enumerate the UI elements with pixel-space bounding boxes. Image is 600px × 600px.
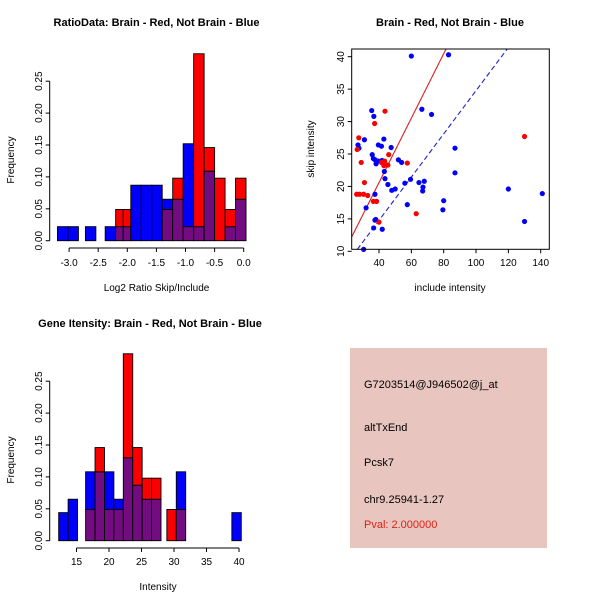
- x-tick-label: 120: [500, 258, 517, 269]
- scatter-point-red: [362, 180, 367, 185]
- hist-bar: [194, 54, 204, 227]
- x-tick-label: -2.5: [89, 258, 107, 269]
- scatter-point-red: [414, 211, 419, 216]
- y-tick-label: 0.10: [34, 467, 45, 487]
- scatter-point-red: [365, 193, 370, 198]
- hist-bar: [123, 209, 131, 226]
- y-tick-label: 0.05: [34, 199, 45, 219]
- x-tick-label: -0.5: [205, 258, 224, 269]
- hist-bar: [173, 199, 183, 240]
- hist-bar: [116, 209, 124, 226]
- x-tick-label: 140: [532, 258, 550, 269]
- y-tick-label: 20: [336, 180, 347, 193]
- locus-text: chr9.25941-1.27: [364, 494, 445, 506]
- scatter-point-blue: [373, 161, 378, 166]
- hist-bar: [116, 227, 124, 241]
- gene-intensity-histogram: [6, 318, 262, 593]
- hist-bar: [59, 513, 68, 541]
- y-tick-label: 10: [336, 245, 347, 257]
- hist-bar: [176, 472, 185, 510]
- gene-name-text: Pcsk7: [364, 457, 394, 469]
- scatter-point-blue: [440, 207, 445, 212]
- y-tick-label: 0.15: [34, 435, 45, 455]
- hist-bar: [152, 185, 162, 241]
- y-tick-label: 0.15: [34, 135, 45, 155]
- hist-bar: [114, 499, 123, 509]
- hist-bar: [114, 509, 123, 540]
- hist-bar: [104, 472, 113, 510]
- scatter-point-blue: [452, 170, 457, 175]
- y-axis-label: skip intensity: [306, 120, 317, 178]
- hist-bar: [105, 227, 115, 241]
- x-axis-label: include intensity: [414, 283, 486, 294]
- scatter-point-blue: [362, 137, 367, 142]
- scatter-point-blue: [372, 192, 377, 197]
- scatter-point-red: [385, 162, 390, 167]
- hist-bar: [173, 178, 183, 199]
- x-tick-label: 0.0: [236, 258, 251, 269]
- hist-bar: [142, 499, 151, 540]
- scatter-point-blue: [416, 180, 421, 185]
- scatter-point-blue: [522, 219, 527, 224]
- hist-bar: [95, 472, 104, 541]
- x-tick-label: 20: [103, 557, 115, 568]
- scatter-point-blue: [420, 188, 425, 193]
- y-axis-label: Frequency: [6, 436, 17, 484]
- hist-bar: [57, 227, 67, 241]
- y-tick-label: 30: [336, 116, 347, 128]
- scatter-point-blue: [399, 160, 404, 165]
- scatter-point-blue: [389, 145, 394, 150]
- scatter-point-blue: [369, 108, 374, 113]
- scatter-point-red: [374, 199, 379, 204]
- hist-bar: [183, 227, 193, 241]
- pval-text: Pval: 2.000000: [364, 519, 438, 531]
- y-tick-label: 0.25: [34, 71, 45, 91]
- scatter-point-blue: [441, 198, 446, 203]
- scatter-point-red: [382, 109, 387, 114]
- scatter-point-blue: [452, 146, 457, 151]
- hist-bar: [167, 509, 176, 540]
- scatter-point-red: [405, 160, 410, 165]
- scatter-point-blue: [429, 112, 434, 117]
- hist-bar: [236, 178, 246, 199]
- hist-bar: [133, 485, 142, 541]
- scatter-point-red: [376, 220, 381, 225]
- hist-bar: [152, 478, 161, 499]
- x-tick-label: -1.0: [176, 258, 195, 269]
- hist-bar: [123, 354, 132, 458]
- scatter-point-blue: [379, 144, 384, 149]
- hist-bar: [68, 227, 78, 241]
- info-panel: [350, 348, 547, 548]
- x-tick-label: 35: [200, 557, 213, 568]
- y-tick-label: 0.25: [34, 371, 45, 391]
- probe-id-text: G7203514@J946502@j_at: [364, 379, 498, 391]
- scatter-point-blue: [446, 52, 451, 57]
- x-axis-label: Intensity: [139, 582, 177, 593]
- hist-bar: [194, 227, 204, 241]
- y-axis-label: Frequency: [6, 136, 17, 184]
- hist-bar: [225, 209, 235, 226]
- hist-bar: [68, 499, 77, 540]
- hist-bar: [183, 144, 193, 227]
- scatter-point-blue: [540, 191, 545, 196]
- x-tick-label: 60: [405, 258, 417, 269]
- regression-line-notbrain-fit: [357, 49, 507, 249]
- y-tick-label: 0.00: [34, 530, 45, 551]
- hist-bar: [104, 509, 113, 540]
- scatter-point-blue: [381, 136, 386, 141]
- y-tick-label: 40: [336, 51, 347, 63]
- scatter-point-red: [355, 147, 360, 152]
- hist-bar: [95, 448, 104, 472]
- hist-bar: [85, 227, 95, 241]
- hist-bar: [176, 509, 185, 540]
- hist-bar: [204, 148, 214, 172]
- hist-bar: [123, 458, 132, 541]
- x-tick-label: 100: [467, 258, 485, 269]
- x-tick-label: 40: [373, 258, 385, 269]
- hist-bar: [131, 185, 141, 241]
- hist-bar: [225, 227, 235, 241]
- scatter-point-blue: [405, 202, 410, 207]
- hist-bar: [141, 185, 151, 241]
- y-tick-label: 25: [336, 148, 347, 160]
- hist-bar: [142, 478, 151, 499]
- x-tick-label: -2.0: [118, 258, 136, 269]
- intensity-scatter-plot: [306, 17, 549, 294]
- x-tick-label: -3.0: [60, 258, 78, 269]
- hist-bar: [86, 509, 95, 540]
- scatter-point-red: [522, 134, 527, 139]
- event-type-text: altTxEnd: [364, 422, 408, 434]
- y-tick-label: 15: [336, 213, 347, 225]
- scatter-point-blue: [506, 186, 511, 191]
- y-tick-label: 0.05: [34, 499, 45, 519]
- scatter-point-blue: [385, 182, 390, 187]
- panel-title: RatioData: Brain - Red, Not Brain - Blue: [53, 17, 260, 29]
- y-tick-label: 35: [336, 83, 347, 95]
- scatter-point-blue: [393, 186, 398, 191]
- ratio-histogram: [6, 17, 259, 294]
- x-tick-label: 30: [168, 557, 180, 568]
- scatter-point-red: [386, 152, 391, 157]
- scatter-point-blue: [402, 181, 407, 186]
- y-tick-label: 0.20: [34, 103, 45, 123]
- scatter-point-blue: [382, 169, 387, 174]
- panel-title: Gene Itensity: Brain - Red, Not Brain - Blue: [38, 318, 262, 330]
- hist-bar: [152, 499, 161, 540]
- scatter-point-blue: [422, 179, 427, 184]
- scatter-point-blue: [371, 114, 376, 119]
- scatter-point-blue: [419, 107, 424, 112]
- hist-bar: [204, 171, 214, 241]
- hist-bar: [86, 472, 95, 510]
- scatter-point-blue: [380, 227, 385, 232]
- scatter-point-red: [356, 135, 361, 140]
- hist-bar: [236, 199, 246, 240]
- scatter-point-red: [372, 121, 377, 126]
- scatter-point-blue: [409, 53, 414, 58]
- hist-bar: [232, 513, 241, 541]
- scatter-point-blue: [363, 205, 368, 210]
- scatter-point-red: [359, 160, 364, 165]
- hist-bar: [215, 178, 225, 241]
- hist-bar: [162, 209, 172, 240]
- x-tick-label: -1.5: [147, 258, 166, 269]
- y-tick-label: 0.20: [34, 403, 45, 423]
- y-tick-label: 0.10: [34, 167, 45, 187]
- x-tick-label: 40: [233, 557, 245, 568]
- plot-box: [352, 49, 550, 249]
- x-axis-label: Log2 Ratio Skip/Include: [103, 283, 210, 294]
- hist-bar: [133, 448, 142, 486]
- hist-bar: [162, 199, 172, 209]
- y-tick-label: 0.00: [34, 230, 45, 251]
- x-tick-label: 80: [438, 258, 450, 269]
- x-tick-label: 25: [135, 557, 148, 568]
- hist-bar: [123, 227, 131, 241]
- scatter-point-blue: [408, 177, 413, 182]
- scatter-point-blue: [371, 225, 376, 230]
- panel-title: Brain - Red, Not Brain - Blue: [376, 17, 524, 29]
- x-tick-label: 15: [70, 557, 83, 568]
- scatter-point-blue: [382, 176, 387, 181]
